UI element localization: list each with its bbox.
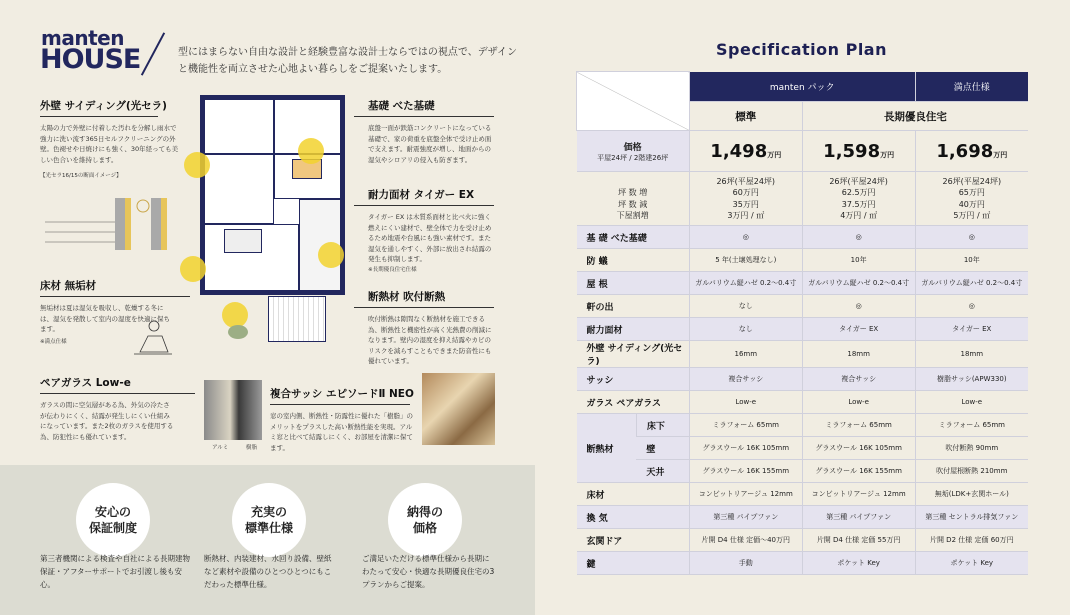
group-manten-pack: manten パック bbox=[689, 72, 915, 102]
row-label: 床材 bbox=[577, 483, 690, 506]
row-label: 玄関ドア bbox=[577, 529, 690, 552]
row-value: 樹脂サッシ(APW330) bbox=[915, 368, 1028, 391]
table-row: 断熱材 床下 ミラフォーム 65mm ミラフォーム 65mm ミラフォーム 65mm bbox=[577, 414, 1029, 437]
row-value: コンビットリアージュ 12mm bbox=[802, 483, 915, 506]
band-text-price: ご満足いただける標準仕様から長期にわたって安心・快適な長期優良住宅の3プランからご提案。 bbox=[362, 554, 495, 589]
floor-person-illustration bbox=[132, 318, 174, 358]
feature-panel bbox=[368, 187, 496, 273]
feature-sash-body: 窓の室内側、断熱性・防露性に優れた「樹脂」のメリットをプラスした高い断熱性能を実現。アルミ窓と比べて結露しにくく、お部屋を清潔に保てます。 bbox=[270, 412, 413, 452]
row-value: Low-e bbox=[802, 391, 915, 414]
plan-long-term: 長期優良住宅 bbox=[802, 102, 1028, 131]
row-value: 18mm bbox=[915, 341, 1028, 368]
tsubo-long-term: 26坪(平屋24坪) 62.5万円 37.5万円 4万円 / ㎡ bbox=[802, 172, 915, 226]
table-corner bbox=[577, 72, 690, 131]
feature-glass-body: ガラスの間に空気層がある為、外気の冷たさが伝わりにくく、結露が発生しにくい仕組みになっています。また2枚のガラスを使用する為、防犯性にも優れています。 bbox=[40, 401, 174, 441]
insulation-photo bbox=[422, 373, 495, 445]
price-standard: 1,498万円 bbox=[689, 131, 802, 172]
row-value: ガルバリウム縦ハゼ 0.2〜0.4寸 bbox=[915, 272, 1028, 295]
feature-glass-title: ペアガラス Low-e bbox=[40, 377, 131, 389]
row-value: ◎ bbox=[802, 226, 915, 249]
table-row bbox=[577, 226, 1029, 249]
table-row bbox=[577, 529, 1029, 552]
row-value: 第三種 セントラル排気ファン bbox=[915, 506, 1028, 529]
row-value: タイガー EX bbox=[802, 318, 915, 341]
feature-wall bbox=[40, 98, 180, 179]
feature-panel-note: ※長期優良住宅仕様 bbox=[368, 266, 417, 273]
row-value: ◎ bbox=[802, 295, 915, 318]
table-row bbox=[577, 506, 1029, 529]
row-value: 10年 bbox=[915, 249, 1028, 272]
row-value: ポケット Key bbox=[915, 552, 1028, 575]
row-value: 片開 D2 仕様 定価 60万円 bbox=[915, 529, 1028, 552]
feature-panel-title: 耐力面材 タイガー EX bbox=[368, 189, 475, 201]
row-label: 基 礎 べた基礎 bbox=[577, 226, 690, 249]
row-value: 手動 bbox=[689, 552, 802, 575]
table-row bbox=[577, 272, 1029, 295]
row-label: 耐力面材 bbox=[577, 318, 690, 341]
plan-standard: 標準 bbox=[689, 102, 802, 131]
row-value: 複合サッシ bbox=[689, 368, 802, 391]
row-value: ◎ bbox=[689, 226, 802, 249]
wall-section-diagram bbox=[40, 190, 190, 252]
sash-label-alumi: アルミ bbox=[212, 445, 229, 451]
table-row bbox=[577, 368, 1029, 391]
wood-deck bbox=[268, 296, 326, 342]
table-row bbox=[577, 295, 1029, 318]
table-row bbox=[577, 391, 1029, 414]
feature-wall-body: 太陽の力で外壁に付着した汚れを分解し雨水で強力に洗い流す365日セルフクリーニングの外壁。色褪せや日焼けにも強く、30年経っても美しい色合いを維持します。 bbox=[40, 124, 179, 164]
row-label: サッシ bbox=[577, 368, 690, 391]
row-value: 片開 D4 仕様 定価 55万円 bbox=[802, 529, 915, 552]
row-value: 片開 D4 仕様 定価〜40万円 bbox=[689, 529, 802, 552]
row-value: タイガー EX bbox=[915, 318, 1028, 341]
row-label: 防 蟻 bbox=[577, 249, 690, 272]
row-value: 18mm bbox=[802, 341, 915, 368]
row-value: Low-e bbox=[915, 391, 1028, 414]
price-manten: 1,698万円 bbox=[915, 131, 1028, 172]
tsubo-manten: 26坪(平屋24坪) 65万円 40万円 5万円 / ㎡ bbox=[915, 172, 1028, 226]
brand-logo-top: manten bbox=[41, 26, 124, 50]
row-value: 複合サッシ bbox=[802, 368, 915, 391]
feature-floor-note: ※満点仕様 bbox=[40, 338, 67, 345]
band-text-standard: 断熱材、内装建材、水回り設備、壁紙など素材や設備のひとつひとつにもこだわった標準仕様。 bbox=[204, 554, 332, 589]
row-value: 16mm bbox=[689, 341, 802, 368]
feature-insulation bbox=[368, 289, 496, 367]
row-value: ガルバリウム縦ハゼ 0.2〜0.4寸 bbox=[802, 272, 915, 295]
table-row: 壁 グラスウール 16K 105mm グラスウール 16K 105mm 吹付断熱 90mm bbox=[577, 437, 1029, 460]
group-manten-spec: 満点仕様 bbox=[915, 72, 1028, 102]
tsubo-standard: 26坪(平屋24坪) 60万円 35万円 3万円 / ㎡ bbox=[689, 172, 802, 226]
feature-glass bbox=[40, 375, 175, 442]
intro-text: 型にはまらない自由な設計と経験豊富な設計士ならではの視点で、デザインと機能性を両立させた心地よい暮らしをご提案いたします。 bbox=[178, 47, 517, 75]
row-value: ◎ bbox=[915, 226, 1028, 249]
sash-image bbox=[204, 380, 262, 440]
divider-slash bbox=[141, 32, 165, 75]
row-value: コンビットリアージュ 12mm bbox=[689, 483, 802, 506]
price-long-term: 1,598万円 bbox=[802, 131, 915, 172]
row-value: ◎ bbox=[915, 295, 1028, 318]
sash-label-jushi: 樹脂 bbox=[246, 445, 258, 451]
row-label: ガラス ペアガラス bbox=[577, 391, 690, 414]
circle-price: 納得の 価格 bbox=[388, 483, 462, 557]
row-value: 10年 bbox=[802, 249, 915, 272]
row-label: 鍵 bbox=[577, 552, 690, 575]
row-label: 外壁 サイディング(光セラ) bbox=[577, 341, 690, 368]
row-label: 軒の出 bbox=[577, 295, 690, 318]
spec-table bbox=[576, 71, 1028, 575]
price-label-cell: 価格 平屋24坪 / 2階建26坪 bbox=[577, 131, 690, 172]
feature-insulation-title: 断熱材 吹付断熱 bbox=[368, 291, 446, 303]
table-row bbox=[577, 249, 1029, 272]
table-row: 天井 グラスウール 16K 155mm グラスウール 16K 155mm 吹付屋根断熱 210mm bbox=[577, 460, 1029, 483]
circle-warranty: 安心の 保証制度 bbox=[76, 483, 150, 557]
insulation-label: 断熱材 bbox=[577, 414, 637, 483]
row-label: 換 気 bbox=[577, 506, 690, 529]
row-value: 第三種 パイプファン bbox=[689, 506, 802, 529]
feature-sash-title: 複合サッシ エピソードⅡ NEO bbox=[270, 388, 414, 400]
tsubo-labels: 坪 数 増 坪 数 減 下屋割増 bbox=[577, 172, 690, 226]
feature-floor-body: 無垢材は夏は湿気を吸収し、乾燥する冬には、湿気を発散して室内の湿度を快適に保ちます。 bbox=[40, 304, 170, 333]
feature-wall-title: 外壁 サイディング(光セラ) bbox=[40, 100, 167, 112]
plant-icon bbox=[228, 325, 248, 339]
table-row bbox=[577, 552, 1029, 575]
row-value: なし bbox=[689, 295, 802, 318]
feature-sash bbox=[270, 386, 414, 453]
feature-foundation bbox=[368, 98, 496, 165]
row-value: ポケット Key bbox=[802, 552, 915, 575]
feature-panel-body: タイガー EX は木質系面材と比べ火に強く燃えにくい建材で、壁全体で力を受け止めるため地震や台風にも強い素材です。また湿気を通しやすく、外部に放出され結露の発生も抑制します。 bbox=[368, 213, 492, 263]
feature-floor-title: 床材 無垢材 bbox=[40, 280, 97, 292]
row-value: なし bbox=[689, 318, 802, 341]
row-label: 屋 根 bbox=[577, 272, 690, 295]
feature-foundation-body: 底盤一面が鉄筋コンクリートになっている基礎で、家の荷重を底盤全体で受け止め面で支えます。耐震強度が増し、地面からの湿気やシロアリの侵入も防ぎます。 bbox=[368, 124, 492, 164]
table-row bbox=[577, 341, 1029, 368]
row-value: 5 年(土壌処理なし) bbox=[689, 249, 802, 272]
row-value: ガルバリウム縦ハゼ 0.2〜0.4寸 bbox=[689, 272, 802, 295]
feature-foundation-title: 基礎 べた基礎 bbox=[368, 100, 435, 112]
spec-title: Specification Plan bbox=[715, 40, 887, 59]
row-value: Low-e bbox=[689, 391, 802, 414]
row-value: 無垢(LDK+玄関ホール) bbox=[915, 483, 1028, 506]
table-row bbox=[577, 318, 1029, 341]
band-text-warranty: 第三者機関による検査や自社による長期建物保証・アフターサポートでお引渡し後も安心。 bbox=[40, 554, 190, 589]
table-row bbox=[577, 483, 1029, 506]
row-value: 第三種 パイプファン bbox=[802, 506, 915, 529]
feature-insulation-body: 吹付断熱は隙間なく断熱材を施工できる為、断熱性と機密性が高く光熱費の削減になります。壁内の湿度を抑え結露やカビのリスクを減らすこともできまた防音性にも優れています。 bbox=[368, 315, 492, 365]
feature-wall-caption: 【光セラ16/15の断面イメージ】 bbox=[40, 173, 122, 179]
circle-standard: 充実の 標準仕様 bbox=[232, 483, 306, 557]
brand-logo-bottom: HOUSE bbox=[40, 44, 141, 75]
